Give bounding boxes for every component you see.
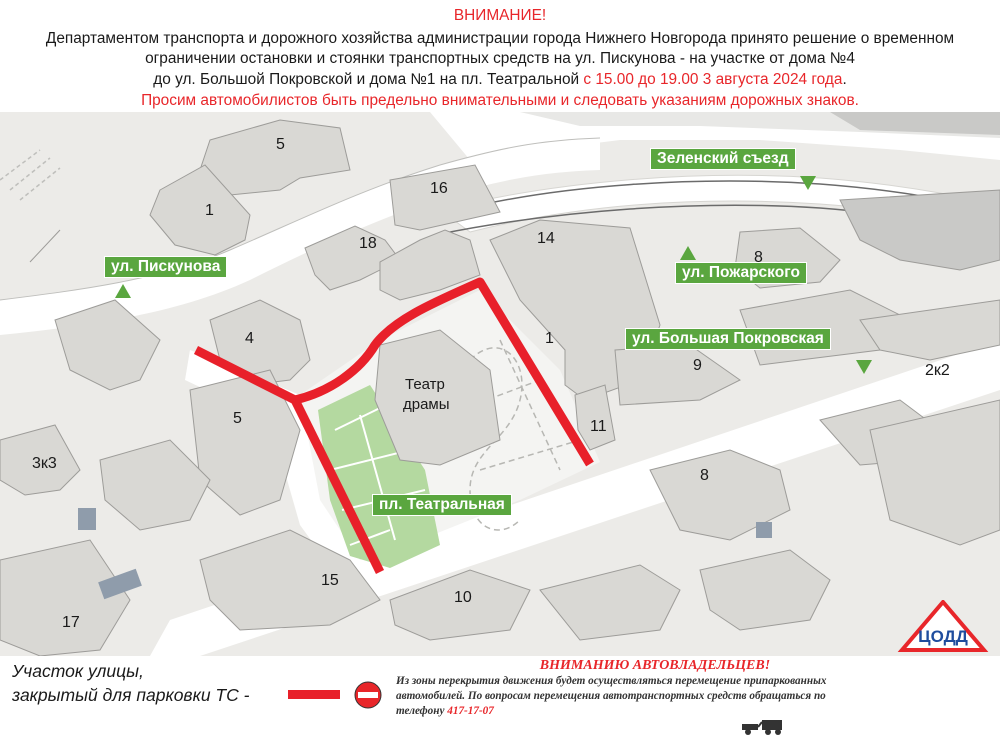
- notice-line-2: автомобилей. По вопросам перемещения автотранспортных средств обращаться по: [396, 690, 826, 702]
- house-number: 16: [430, 180, 448, 197]
- codd-logo: [888, 600, 998, 656]
- street-label-piskunova: ул. Пискунова: [104, 256, 227, 278]
- header-line-3-text: до ул. Большой Покровской и дома №1 на пл. Театральной: [153, 71, 584, 88]
- house-number: 14: [537, 230, 555, 247]
- street-label-teatralnaya: пл. Театральная: [372, 494, 512, 516]
- house-number: 8: [700, 467, 709, 484]
- legend-line-1: Участок улицы,: [12, 661, 144, 681]
- header-line-3: [0, 70, 1000, 89]
- header-line-3-end: .: [842, 71, 847, 88]
- header-line-1: Департаментом транспорта и дорожного хозяйства администрации города Нижнего Новгорода принято решение о временном: [45, 30, 955, 47]
- notice-phone-label: телефону: [396, 705, 448, 717]
- house-number: 3к3: [32, 455, 57, 472]
- map-canvas: [0, 112, 1000, 656]
- notice-title: ВНИМАНИЮ АВТОВЛАДЕЛЬЦЕВ!: [539, 658, 771, 673]
- house-number: 10: [454, 589, 472, 606]
- no-entry-sign-icon: [353, 680, 383, 710]
- theatre-label-line2: драмы: [403, 396, 450, 413]
- header-title: ВНИМАНИЕ!: [453, 7, 547, 24]
- house-number: 15: [321, 572, 339, 589]
- house-number: 8: [754, 249, 763, 266]
- house-number: 5: [233, 410, 242, 427]
- house-number: 9: [693, 357, 702, 374]
- house-number: 2к2: [925, 362, 950, 379]
- header-line-2: ограничении остановки и стоянки транспортных средств на ул. Пискунова - на участке от дома №4: [145, 50, 855, 67]
- closure-date: с 15.00 до 19.00 3 августа 2024 года: [583, 71, 843, 88]
- house-number: 1: [545, 330, 554, 347]
- header-line-4: Просим автомобилистов быть предельно внимательными и следовать указаниям дорожных знаков.: [141, 92, 859, 109]
- house-number: 5: [276, 136, 285, 153]
- house-number: 17: [62, 614, 80, 631]
- street-label-zelensky: Зеленский съезд: [650, 148, 796, 170]
- tow-truck-icon: [740, 716, 788, 736]
- notice-header: [0, 0, 1000, 112]
- logo-top-text: ЦОДД: [918, 627, 968, 646]
- legend: [0, 656, 1000, 748]
- service-block-2: [756, 522, 772, 538]
- notice-phone: 417-17-07: [447, 705, 494, 717]
- street-label-pozharsky: ул. Пожарского: [675, 262, 807, 284]
- house-number: 18: [359, 235, 377, 252]
- street-label-b-pokrovskaya: ул. Большая Покровская: [625, 328, 831, 350]
- house-number: 4: [245, 330, 254, 347]
- map[interactable]: [0, 112, 1000, 656]
- house-number: 1: [205, 202, 214, 219]
- legend-line-2: закрытый для парковки ТС -: [12, 685, 250, 705]
- notice-line-1: Из зоны перекрытия движения будет осуществляться перемещение припаркованных: [396, 675, 827, 687]
- legend-closure-swatch: [288, 690, 340, 699]
- service-block-1: [78, 508, 96, 530]
- theatre-label-line1: Театр: [405, 376, 445, 393]
- house-number: 11: [590, 418, 607, 435]
- notice-line-3: [396, 704, 896, 719]
- notice-body: [396, 674, 896, 719]
